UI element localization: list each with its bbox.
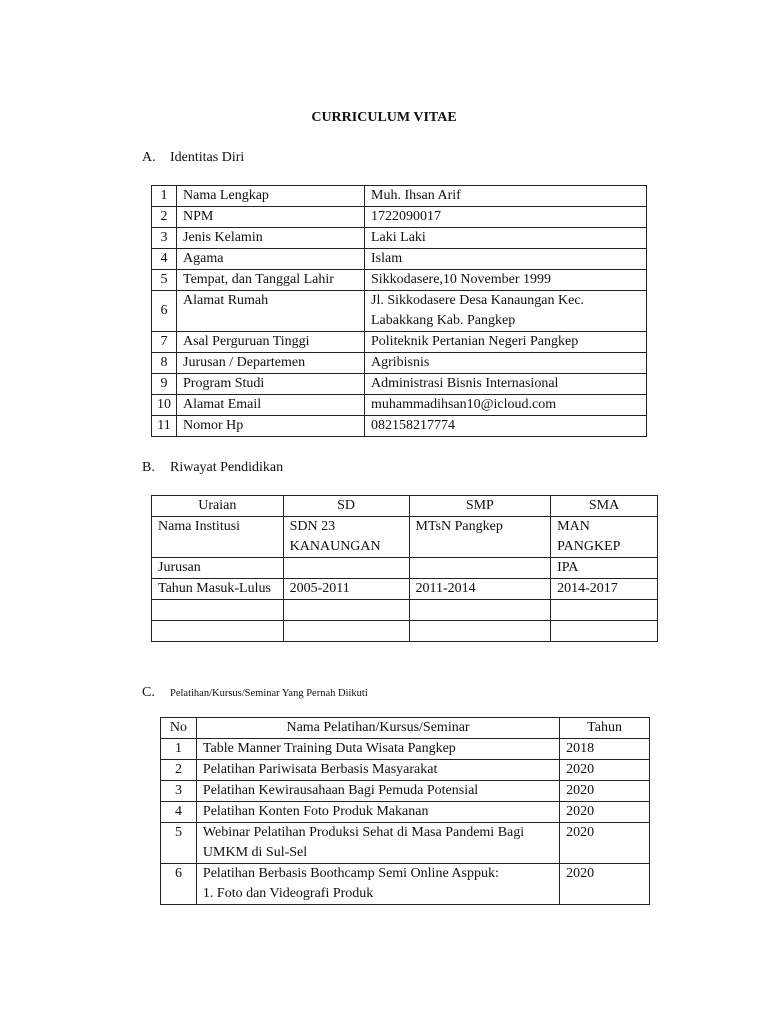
row-label: Jenis Kelamin	[177, 228, 365, 249]
row-number: 5	[152, 270, 177, 291]
table-header-row	[152, 496, 658, 517]
section-c-letter: C.	[142, 685, 155, 700]
table-row	[152, 353, 647, 374]
training-year: 2020	[560, 823, 650, 864]
row-label: Alamat Email	[177, 395, 365, 416]
training-table	[160, 717, 650, 905]
section-a-label: Identitas Diri	[170, 150, 245, 165]
row-value: Islam	[365, 249, 647, 270]
row-label: Agama	[177, 249, 365, 270]
table-row	[152, 249, 647, 270]
table-cell: MTsN Pangkep	[409, 517, 551, 558]
row-number: 6	[152, 291, 177, 332]
column-header: Uraian	[152, 496, 284, 517]
row-value: muhammadihsan10@icloud.com	[365, 395, 647, 416]
training-year: 2020	[560, 802, 650, 823]
row-label: Program Studi	[177, 374, 365, 395]
row-label: NPM	[177, 207, 365, 228]
table-row	[152, 600, 658, 621]
table-cell: 2014-2017	[551, 579, 658, 600]
table-row	[152, 517, 658, 558]
table-cell	[409, 621, 551, 642]
section-b-heading	[142, 460, 283, 476]
table-row	[152, 558, 658, 579]
row-label: Asal Perguruan Tinggi	[177, 332, 365, 353]
table-cell: Jurusan	[152, 558, 284, 579]
row-number: 3	[152, 228, 177, 249]
training-name: Pelatihan Konten Foto Produk Makanan	[196, 802, 559, 823]
row-label: Nomor Hp	[177, 416, 365, 437]
section-b-letter: B.	[142, 460, 155, 475]
training-name: Webinar Pelatihan Produksi Sehat di Masa Pandemi Bagi UMKM di Sul-Sel	[196, 823, 559, 864]
table-cell	[283, 558, 409, 579]
table-row	[152, 270, 647, 291]
table-cell	[152, 621, 284, 642]
row-value: Administrasi Bisnis Internasional	[365, 374, 647, 395]
row-label: Nama Lengkap	[177, 186, 365, 207]
row-number: 2	[152, 207, 177, 228]
column-header: SMP	[409, 496, 551, 517]
training-year: 2018	[560, 739, 650, 760]
training-name-line: Pelatihan Berbasis Boothcamp Semi Online Asppuk:	[202, 866, 499, 881]
row-number: 2	[161, 760, 197, 781]
row-value: Politeknik Pertanian Negeri Pangkep	[365, 332, 647, 353]
column-header: SD	[283, 496, 409, 517]
row-number: 5	[161, 823, 197, 864]
row-number: 1	[152, 186, 177, 207]
table-cell: 2011-2014	[409, 579, 551, 600]
training-year: 2020	[560, 864, 650, 905]
row-number: 11	[152, 416, 177, 437]
row-value: Jl. Sikkodasere Desa Kanaungan Kec. Labakkang Kab. Pangkep	[365, 291, 647, 332]
section-c-label: Pelatihan/Kursus/Seminar Yang Pernah Diikuti	[170, 688, 368, 699]
table-cell	[283, 600, 409, 621]
training-name-line: 1. Foto dan Videografi Produk	[202, 886, 374, 901]
table-row	[152, 332, 647, 353]
table-cell: SDN 23 KANAUNGAN	[283, 517, 409, 558]
section-a-heading	[142, 150, 244, 166]
training-name: Pelatihan Kewirausahaan Bagi Pemuda Potensial	[196, 781, 559, 802]
row-value: Sikkodasere,10 November 1999	[365, 270, 647, 291]
table-row	[152, 186, 647, 207]
table-header-row	[161, 718, 650, 739]
table-cell: 2005-2011	[283, 579, 409, 600]
page-title: CURRICULUM VITAE	[311, 110, 457, 125]
row-number: 10	[152, 395, 177, 416]
row-value: Muh. Ihsan Arif	[365, 186, 647, 207]
row-value: Agribisnis	[365, 353, 647, 374]
training-name: Pelatihan Pariwisata Berbasis Masyarakat	[196, 760, 559, 781]
identity-table	[151, 185, 647, 437]
table-cell: Nama Institusi	[152, 517, 284, 558]
row-number: 4	[161, 802, 197, 823]
table-row	[152, 228, 647, 249]
row-number: 7	[152, 332, 177, 353]
column-header: SMA	[551, 496, 658, 517]
row-number: 8	[152, 353, 177, 374]
table-cell	[152, 600, 284, 621]
table-row	[161, 823, 650, 864]
row-number: 4	[152, 249, 177, 270]
column-header: Tahun	[560, 718, 650, 739]
row-label: Alamat Rumah	[177, 291, 365, 332]
row-label: Tempat, dan Tanggal Lahir	[177, 270, 365, 291]
row-label: Jurusan / Departemen	[177, 353, 365, 374]
table-row	[161, 781, 650, 802]
row-number: 9	[152, 374, 177, 395]
training-name: Table Manner Training Duta Wisata Pangkep	[196, 739, 559, 760]
table-cell	[283, 621, 409, 642]
table-row	[152, 395, 647, 416]
table-cell: Tahun Masuk-Lulus	[152, 579, 284, 600]
row-number: 1	[161, 739, 197, 760]
table-row	[152, 374, 647, 395]
table-cell	[409, 600, 551, 621]
table-row	[161, 802, 650, 823]
table-cell	[551, 600, 658, 621]
section-c-heading	[142, 685, 368, 701]
table-row	[152, 207, 647, 228]
table-cell	[409, 558, 551, 579]
section-b-label: Riwayat Pendidikan	[170, 460, 284, 475]
table-row	[152, 579, 658, 600]
row-number: 6	[161, 864, 197, 905]
column-header: Nama Pelatihan/Kursus/Seminar	[196, 718, 559, 739]
row-value: Laki Laki	[365, 228, 647, 249]
education-table	[151, 495, 658, 642]
table-cell: MAN PANGKEP	[551, 517, 658, 558]
table-cell: IPA	[551, 558, 658, 579]
table-row	[152, 291, 647, 332]
training-year: 2020	[560, 781, 650, 802]
table-cell	[551, 621, 658, 642]
training-name	[196, 864, 559, 905]
table-row	[161, 739, 650, 760]
table-row	[161, 760, 650, 781]
column-header: No	[161, 718, 197, 739]
table-row	[152, 416, 647, 437]
row-value: 1722090017	[365, 207, 647, 228]
row-value: 082158217774	[365, 416, 647, 437]
table-row	[152, 621, 658, 642]
table-row	[161, 864, 650, 905]
section-a-letter: A.	[142, 150, 156, 165]
training-year: 2020	[560, 760, 650, 781]
row-number: 3	[161, 781, 197, 802]
